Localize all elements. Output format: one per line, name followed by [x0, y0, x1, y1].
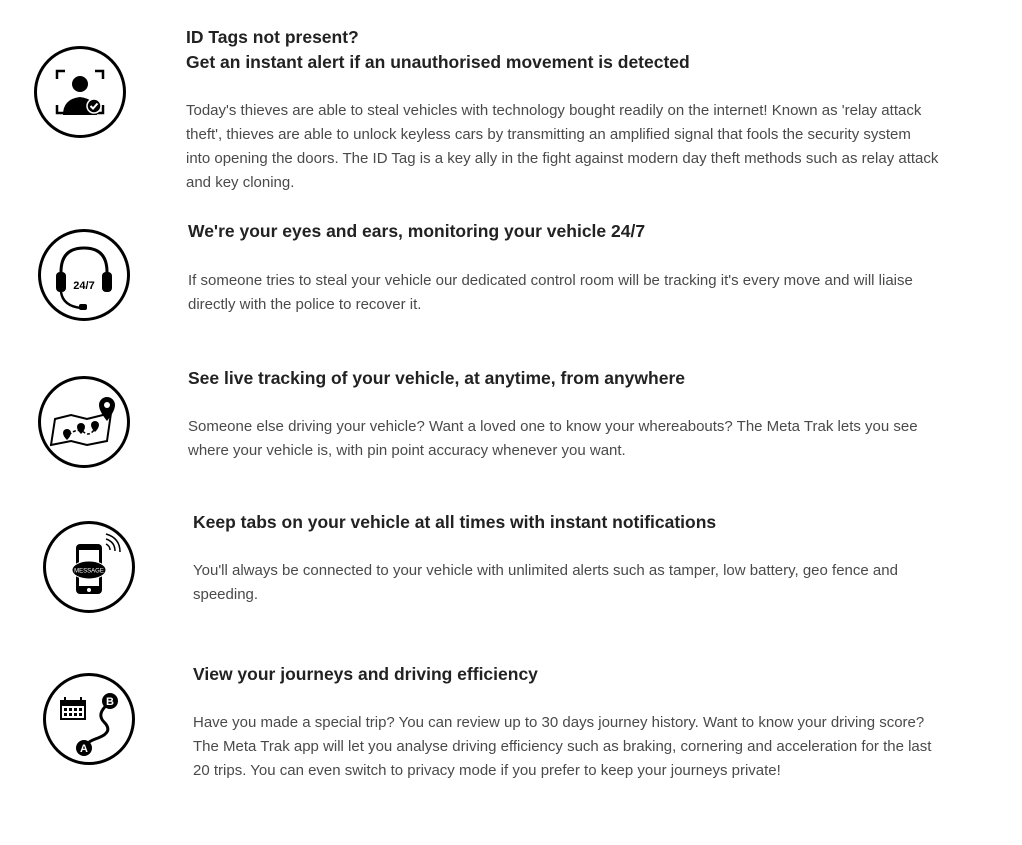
feature-title: See live tracking of your vehicle, at anytime, from anywhere: [188, 368, 685, 388]
feature-title: Keep tabs on your vehicle at all times with instant notifications: [193, 512, 717, 532]
svg-text:24/7: 24/7: [73, 280, 95, 292]
svg-text:B: B: [106, 696, 114, 708]
headset-24-7-icon: [38, 229, 130, 321]
feature-description: Have you made a special trip? You can review up to 30 days journey history. Want to know your driving score? The Meta Trak app will let you analyse driving efficiency such as braking, cornering and acceleration for the last 20 trips. You can even switch to privacy mode if you prefer to keep your journeys private!: [193, 714, 932, 779]
svg-text:MESSAGE: MESSAGE: [74, 568, 104, 575]
svg-text:A: A: [80, 743, 88, 755]
phone-message-icon: [43, 521, 135, 613]
feature-description: Someone else driving your vehicle? Want a loved one to know your whereabouts? The Meta Trak lets you see where your vehicle is, with pin point accuracy whenever you want.: [188, 418, 918, 459]
feature-title: We're your eyes and ears, monitoring your vehicle 24/7: [188, 221, 646, 241]
person-scan-icon: [34, 46, 126, 138]
journey-route-icon: [43, 673, 135, 765]
feature-description: You'll always be connected to your vehicle with unlimited alerts such as tamper, low battery, geo fence and speeding.: [193, 562, 898, 603]
feature-description: If someone tries to steal your vehicle our dedicated control room will be tracking it's every move and will liaise directly with the police to recover it.: [188, 272, 913, 313]
feature-title: ID Tags not present? Get an instant alert if an unauthorised movement is detected: [186, 27, 690, 72]
feature-description: Today's thieves are able to steal vehicles with technology bought readily on the internet! Known as 'relay attack theft', thieves are able to unlock keyless cars by transmitting an amplified signal that fools the security system into opening the doors. The ID Tag is a key ally in the fight against modern day theft methods such as relay attack and key cloning.: [186, 102, 939, 191]
feature-title: View your journeys and driving efficiency: [193, 664, 538, 684]
map-pin-icon: [38, 376, 130, 468]
